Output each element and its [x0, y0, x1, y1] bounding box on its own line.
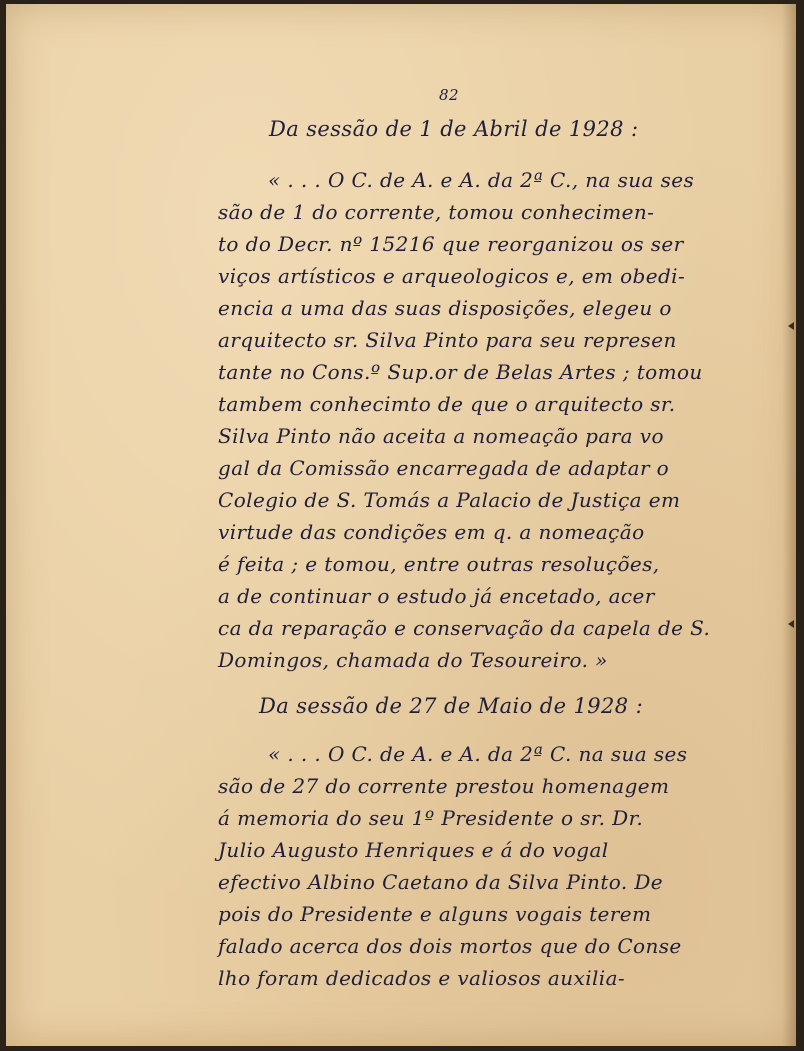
text-line: ca da reparação e conservação da capela de S.	[218, 616, 711, 640]
section-heading-may: Da sessão de 27 de Maio de 1928 :	[259, 694, 644, 718]
text-line: são de 27 do corrente prestou homenagem	[218, 774, 670, 798]
text-line: tante no Cons.º Sup.or de Belas Artes ; tomou	[218, 360, 703, 384]
text-line: lho foram dedicados e valiosos auxilia-	[218, 966, 626, 990]
section-heading-april: Da sessão de 1 de Abril de 1928 :	[269, 117, 639, 141]
text-line: Colegio de S. Tomás a Palacio de Justiça em	[218, 488, 681, 512]
text-line: viços artísticos e arqueologicos e, em obedi-	[218, 264, 686, 288]
manuscript-page	[6, 4, 796, 1046]
text-line: Julio Augusto Henriques e á do vogal	[218, 838, 609, 862]
page-edge-shadow	[782, 4, 796, 1046]
text-line: é feita ; e tomou, entre outras resoluções,	[218, 552, 660, 576]
text-line: Domingos, chamada do Tesoureiro. »	[218, 648, 608, 672]
text-line: arquitecto sr. Silva Pinto para seu represen	[218, 328, 677, 352]
text-line: gal da Comissão encarregada de adaptar o	[218, 456, 670, 480]
text-line: pois do Presidente e alguns vogais terem	[218, 902, 652, 926]
text-line: falado acerca dos dois mortos que do Conse	[218, 934, 682, 958]
text-line: tambem conhecimto de que o arquitecto sr.	[218, 392, 676, 416]
text-line: a de continuar o estudo já encetado, acer	[218, 584, 655, 608]
text-line: virtude das condições em q. a nomeação	[218, 520, 645, 544]
text-line: « . . . O C. de A. e A. da 2ª C. na sua ses	[268, 742, 688, 766]
text-line: to do Decr. nº 15216 que reorganizou os ser	[218, 232, 684, 256]
text-line: efectivo Albino Caetano da Silva Pinto. De	[218, 870, 664, 894]
page-number: 82	[439, 86, 459, 104]
text-line: « . . . O C. de A. e A. da 2ª C., na sua ses	[268, 168, 695, 192]
text-line: á memoria do seu 1º Presidente o sr. Dr.	[218, 806, 644, 830]
text-line: encia a uma das suas disposições, elegeu o	[218, 296, 672, 320]
text-line: Silva Pinto não aceita a nomeação para vo	[218, 424, 664, 448]
text-line: são de 1 do corrente, tomou conhecimen-	[218, 200, 655, 224]
